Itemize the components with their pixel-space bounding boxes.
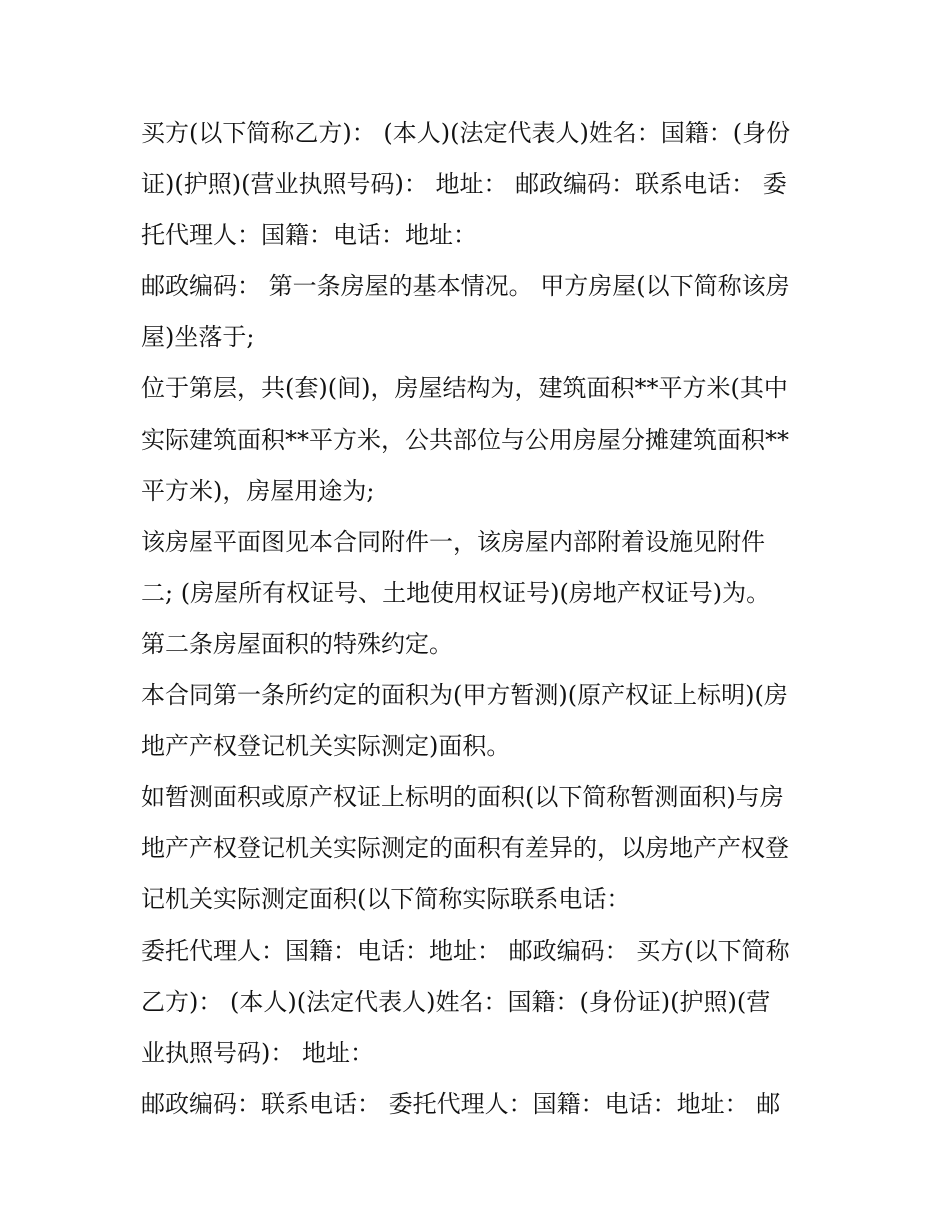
text-line: 该房屋平面图见本合同附件一，该房屋内部附着设施见附件 xyxy=(141,527,765,556)
text-line: 记机关实际测定面积(以下简称实际联系电话： xyxy=(141,885,631,914)
text-line: 本合同第一条所约定的面积为(甲方暂测)(原产权证上标明)(房 xyxy=(141,681,788,710)
text-line: 二; (房屋所有权证号、土地使用权证号)(房地产权证号)为。 xyxy=(141,578,771,607)
text-line: 平方米)，房屋用途为; xyxy=(141,476,375,505)
text-line: 证)(护照)(营业执照号码)： 地址： 邮政编码：联系电话： 委 xyxy=(141,170,787,199)
text-line: 第二条房屋面积的特殊约定。 xyxy=(141,629,453,658)
text-line: 位于第层，共(套)(间)，房屋结构为，建筑面积**平方米(其中 xyxy=(141,374,788,403)
text-line: 委托代理人：国籍：电话：地址： 邮政编码： 买方(以下简称 xyxy=(141,936,790,965)
text-line: 地产产权登记机关实际测定的面积有差异的，以房地产产权登 xyxy=(141,834,789,863)
text-line: 业执照号码)： 地址： xyxy=(141,1038,374,1067)
text-line: 地产产权登记机关实际测定)面积。 xyxy=(141,732,511,761)
text-line: 实际建筑面积**平方米，公共部位与公用房屋分摊建筑面积** xyxy=(141,425,789,454)
text-line: 邮政编码：联系电话： 委托代理人：国籍：电话：地址： 邮 xyxy=(141,1089,781,1118)
document-body xyxy=(141,108,817,1130)
text-line: 邮政编码： 第一条房屋的基本情况。 甲方房屋(以下简称该房 xyxy=(141,272,790,301)
text-line: 屋)坐落于; xyxy=(141,323,255,352)
text-line: 如暂测面积或原产权证上标明的面积(以下简称暂测面积)与房 xyxy=(141,783,784,812)
text-line: 买方(以下简称乙方)： (本人)(法定代表人)姓名：国籍：(身份 xyxy=(141,119,791,147)
text-line: 乙方)： (本人)(法定代表人)姓名：国籍：(身份证)(护照)(营 xyxy=(141,987,771,1016)
text-line: 托代理人：国籍：电话：地址： xyxy=(141,221,477,250)
